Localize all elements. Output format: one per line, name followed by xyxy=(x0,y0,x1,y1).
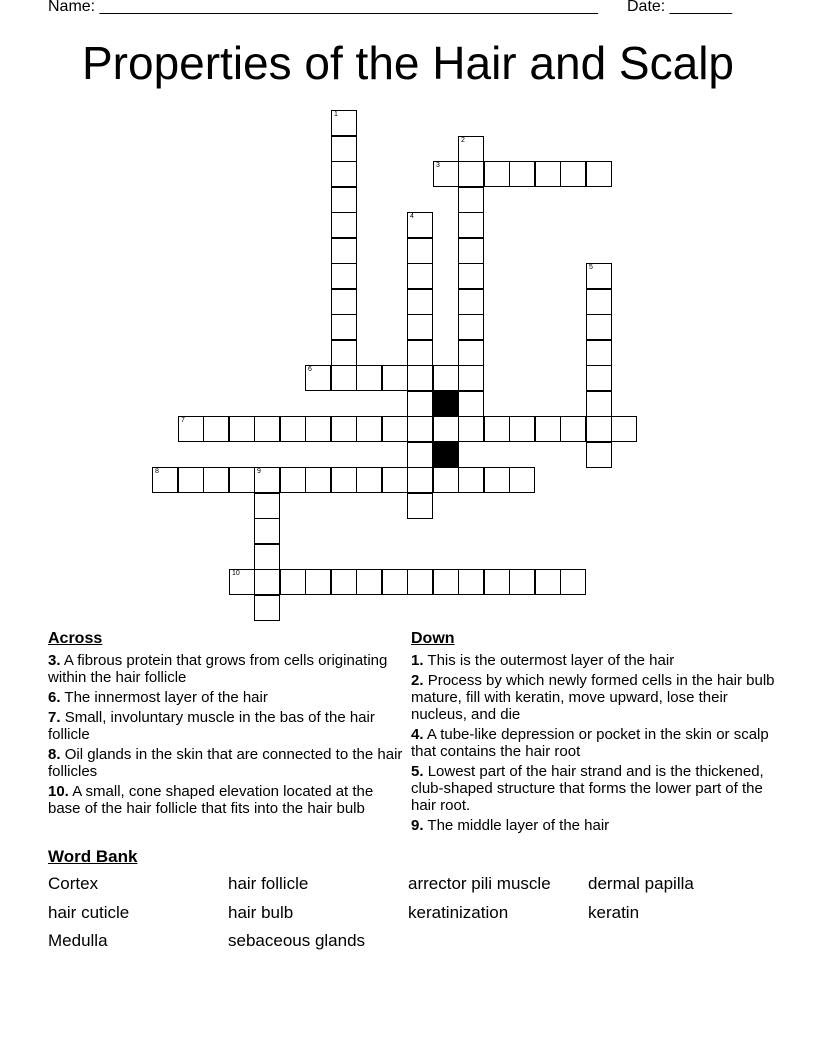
clue-number-label: 4 xyxy=(410,213,414,220)
crossword-cell[interactable] xyxy=(509,161,535,187)
clue-number: 3. xyxy=(48,652,61,669)
clue-text: A small, cone shaped elevation located at the base of the hair follicle that fits into the hair bulb xyxy=(48,783,374,817)
crossword-cell[interactable] xyxy=(331,365,357,391)
across-clue xyxy=(48,689,404,706)
crossword-cell[interactable] xyxy=(407,365,433,391)
down-clue xyxy=(411,652,781,669)
crossword-cell[interactable] xyxy=(484,161,510,187)
clue-text: Lowest part of the hair strand and is the thickened, club-shaped structure that forms the lower part of the hair root. xyxy=(411,763,764,814)
clue-number: 1. xyxy=(411,652,424,669)
clue-number: 7. xyxy=(48,709,61,726)
crossword-cell[interactable] xyxy=(331,263,357,289)
word-bank-item: keratinization xyxy=(408,902,509,922)
crossword-cell[interactable] xyxy=(560,161,586,187)
crossword-cell[interactable] xyxy=(586,161,612,187)
crossword-cell[interactable] xyxy=(433,416,459,442)
crossword-cell[interactable] xyxy=(458,238,484,264)
crossword-cell[interactable] xyxy=(433,365,459,391)
crossword-cell[interactable] xyxy=(331,569,357,595)
crossword-cell[interactable] xyxy=(458,416,484,442)
clue-text: The middle layer of the hair xyxy=(427,817,610,834)
crossword-cell[interactable] xyxy=(331,289,357,315)
clue-text: A fibrous protein that grows from cells originating within the hair follicle xyxy=(48,652,388,686)
clue-number: 10. xyxy=(48,783,69,800)
crossword-cell[interactable] xyxy=(586,442,612,468)
crossword-cell[interactable] xyxy=(560,569,586,595)
down-clue xyxy=(411,726,781,760)
crossword-cell[interactable] xyxy=(509,467,535,493)
crossword-cell[interactable] xyxy=(331,136,357,162)
clue-number-label: 7 xyxy=(181,417,185,424)
crossword-cell[interactable] xyxy=(178,416,204,442)
crossword-cell[interactable] xyxy=(356,467,382,493)
crossword-cell[interactable] xyxy=(433,467,459,493)
crossword-cell[interactable] xyxy=(586,314,612,340)
crossword-cell[interactable] xyxy=(229,569,255,595)
crossword-cell[interactable] xyxy=(509,416,535,442)
crossword-cell[interactable] xyxy=(407,467,433,493)
clue-number-label: 10 xyxy=(232,570,240,577)
crossword-cell[interactable] xyxy=(560,416,586,442)
clue-text: This is the outermost layer of the hair xyxy=(427,652,675,669)
crossword-cell[interactable] xyxy=(254,467,280,493)
crossword-cell[interactable] xyxy=(203,416,229,442)
down-clue xyxy=(411,763,781,814)
crossword-cell[interactable] xyxy=(586,340,612,366)
crossword-cell[interactable] xyxy=(382,365,408,391)
crossword-cell[interactable] xyxy=(254,544,280,570)
name-field-label: Name: ________________________________________________________ xyxy=(48,0,598,15)
crossword-cell[interactable] xyxy=(305,365,331,391)
clue-text: A tube-like depression or pocket in the skin or scalp that contains the hair root xyxy=(411,726,769,760)
crossword-block xyxy=(433,391,459,417)
crossword-cell[interactable] xyxy=(458,136,484,162)
crossword-cell[interactable] xyxy=(458,569,484,595)
crossword-cell[interactable] xyxy=(356,569,382,595)
across-clue xyxy=(48,746,404,780)
crossword-cell[interactable] xyxy=(229,467,255,493)
word-bank-item: dermal papilla xyxy=(588,874,694,893)
clue-number-label: 3 xyxy=(436,162,440,169)
clue-number-label: 8 xyxy=(155,468,159,475)
clue-text: Oil glands in the skin that are connected to the hair follicles xyxy=(48,746,403,780)
crossword-cell[interactable] xyxy=(305,416,331,442)
crossword-cell[interactable] xyxy=(611,416,637,442)
across-clue xyxy=(48,783,404,817)
clue-text: Process by which newly formed cells in the hair bulb mature, fill with keratin, move upward, lose their nucleus, and die xyxy=(411,672,775,723)
crossword-cell[interactable] xyxy=(586,289,612,315)
down-clue-list xyxy=(411,652,781,837)
crossword-cell[interactable] xyxy=(356,416,382,442)
crossword-cell[interactable] xyxy=(331,340,357,366)
down-clue xyxy=(411,817,781,834)
clue-text: Small, involuntary muscle in the bas of the hair follicle xyxy=(48,709,375,743)
clue-number-label: 6 xyxy=(308,366,312,373)
clue-number-label: 9 xyxy=(257,468,261,475)
down-heading: Down xyxy=(411,630,455,647)
crossword-cell[interactable] xyxy=(331,314,357,340)
crossword-cell[interactable] xyxy=(458,187,484,213)
crossword-cell[interactable] xyxy=(458,467,484,493)
clue-number-label: 1 xyxy=(334,111,338,118)
crossword-cell[interactable] xyxy=(254,493,280,519)
crossword-cell[interactable] xyxy=(229,416,255,442)
crossword-cell[interactable] xyxy=(407,391,433,417)
crossword-cell[interactable] xyxy=(407,442,433,468)
crossword-cell[interactable] xyxy=(484,467,510,493)
crossword-cell[interactable] xyxy=(535,161,561,187)
crossword-cell[interactable] xyxy=(331,161,357,187)
clue-number-label: 5 xyxy=(589,264,593,271)
date-field-label: Date: _______ xyxy=(627,0,732,15)
crossword-cell[interactable] xyxy=(535,416,561,442)
crossword-cell[interactable] xyxy=(586,416,612,442)
crossword-cell[interactable] xyxy=(407,416,433,442)
crossword-block xyxy=(433,442,459,468)
crossword-cell[interactable] xyxy=(382,569,408,595)
crossword-cell[interactable] xyxy=(331,238,357,264)
clue-number: 8. xyxy=(48,746,61,763)
word-bank-item: arrector pili muscle xyxy=(408,874,551,893)
word-bank-item: hair follicle xyxy=(228,874,309,893)
word-bank xyxy=(48,874,808,960)
word-bank-item: keratin xyxy=(588,902,640,922)
crossword-cell[interactable] xyxy=(331,110,357,136)
down-clue xyxy=(411,672,781,723)
word-bank-item: hair cuticle xyxy=(48,902,130,922)
word-bank-item: sebaceous glands xyxy=(228,931,366,950)
crossword-cell[interactable] xyxy=(254,416,280,442)
across-clue xyxy=(48,652,404,686)
crossword-cell[interactable] xyxy=(407,238,433,264)
across-clue xyxy=(48,709,404,743)
clue-number: 9. xyxy=(411,817,424,834)
crossword-cell[interactable] xyxy=(407,289,433,315)
crossword-cell[interactable] xyxy=(280,569,306,595)
crossword-cell[interactable] xyxy=(407,263,433,289)
crossword-cell[interactable] xyxy=(254,569,280,595)
crossword-cell[interactable] xyxy=(586,263,612,289)
crossword-cell[interactable] xyxy=(458,289,484,315)
crossword-cell[interactable] xyxy=(484,416,510,442)
crossword-cell[interactable] xyxy=(407,314,433,340)
word-bank-item: hair bulb xyxy=(228,902,294,922)
clue-number: 4. xyxy=(411,726,424,743)
crossword-cell[interactable] xyxy=(331,187,357,213)
crossword-cell[interactable] xyxy=(254,518,280,544)
crossword-cell[interactable] xyxy=(178,467,204,493)
across-clue-list xyxy=(48,652,404,820)
crossword-cell[interactable] xyxy=(407,569,433,595)
word-bank-item: Cortex xyxy=(48,874,99,893)
crossword-cell[interactable] xyxy=(458,391,484,417)
crossword-cell[interactable] xyxy=(586,391,612,417)
crossword-cell[interactable] xyxy=(458,314,484,340)
crossword-cell[interactable] xyxy=(509,569,535,595)
crossword-cell[interactable] xyxy=(152,467,178,493)
crossword-cell[interactable] xyxy=(280,467,306,493)
crossword-cell[interactable] xyxy=(356,365,382,391)
word-bank-item: Medulla xyxy=(48,931,108,950)
word-bank-heading: Word Bank xyxy=(48,847,138,866)
crossword-cell[interactable] xyxy=(407,212,433,238)
clue-number: 6. xyxy=(48,689,61,706)
crossword-cell[interactable] xyxy=(280,416,306,442)
crossword-cell[interactable] xyxy=(535,569,561,595)
crossword-cell[interactable] xyxy=(305,467,331,493)
crossword-cell[interactable] xyxy=(458,263,484,289)
clue-number: 2. xyxy=(411,672,424,689)
crossword-cell[interactable] xyxy=(382,467,408,493)
crossword-cell[interactable] xyxy=(458,340,484,366)
crossword-cell[interactable] xyxy=(331,416,357,442)
crossword-cell[interactable] xyxy=(305,569,331,595)
crossword-cell[interactable] xyxy=(458,161,484,187)
clue-number: 5. xyxy=(411,763,424,780)
crossword-cell[interactable] xyxy=(407,340,433,366)
clue-text: The innermost layer of the hair xyxy=(64,689,268,706)
crossword-cell[interactable] xyxy=(331,212,357,238)
clue-number-label: 2 xyxy=(461,137,465,144)
crossword-cell[interactable] xyxy=(382,416,408,442)
crossword-cell[interactable] xyxy=(433,569,459,595)
crossword-cell[interactable] xyxy=(254,595,280,621)
crossword-cell[interactable] xyxy=(331,467,357,493)
crossword-cell[interactable] xyxy=(458,212,484,238)
crossword-cell[interactable] xyxy=(484,569,510,595)
crossword-cell[interactable] xyxy=(433,161,459,187)
across-heading: Across xyxy=(48,630,103,647)
crossword-cell[interactable] xyxy=(458,365,484,391)
page-title: Properties of the Hair and Scalp xyxy=(81,37,735,89)
crossword-cell[interactable] xyxy=(586,365,612,391)
crossword-cell[interactable] xyxy=(407,493,433,519)
crossword-cell[interactable] xyxy=(203,467,229,493)
